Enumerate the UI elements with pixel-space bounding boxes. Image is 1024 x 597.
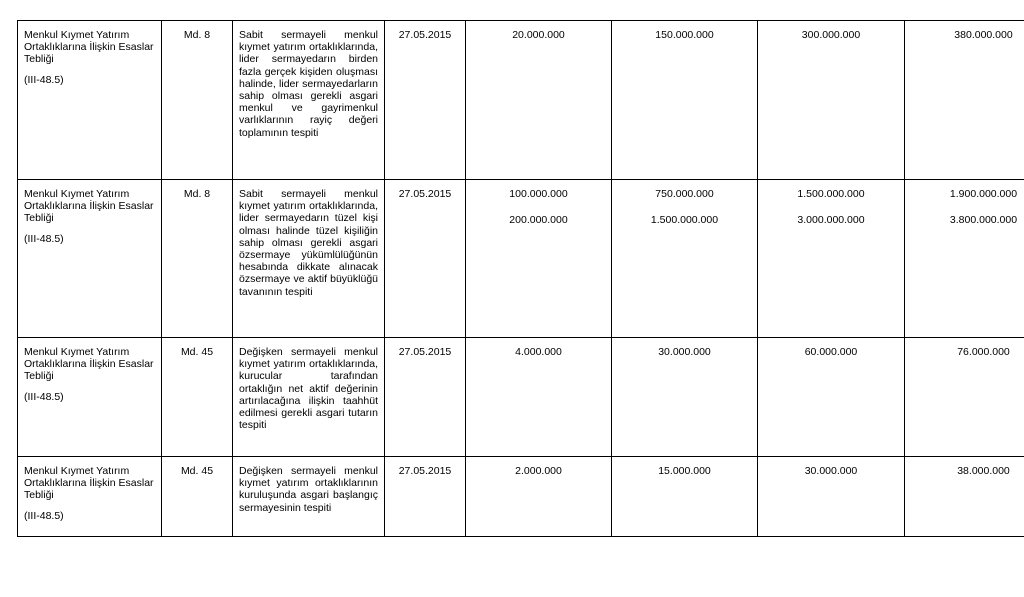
amount-value: 30.000.000: [804, 465, 858, 477]
amount-value: 20.000.000: [512, 29, 565, 41]
amount-cell: [758, 180, 905, 338]
amount-cell: [466, 338, 612, 457]
law-cell: [18, 457, 162, 537]
law-title: Menkul Kıymet Yatırım Ortaklıklarına İlişkin Esaslar Tebliği: [24, 188, 154, 225]
law-cell: [18, 21, 162, 180]
amount-value: 150.000.000: [655, 29, 714, 41]
law-cell: [18, 180, 162, 338]
article-cell: Md. 45: [162, 338, 233, 457]
amount-cell: [612, 457, 758, 537]
amount-cell: [612, 21, 758, 180]
law-code: (III-48.5): [24, 232, 64, 245]
article-cell: Md. 8: [162, 21, 233, 180]
amount-value: 1.500.000.000: [650, 214, 719, 227]
amount-value: 1.900.000.000: [949, 188, 1018, 200]
date-cell: 27.05.2015: [385, 21, 466, 180]
amount-cell: [466, 457, 612, 537]
amount-value: 3.800.000.000: [949, 214, 1018, 227]
table-body: [18, 21, 1024, 537]
law-code: (III-48.5): [24, 390, 64, 403]
amount-value: 4.000.000: [515, 346, 562, 358]
amount-cell: [466, 21, 612, 180]
description-cell: Değişken sermayeli menkul kıymet yatırım ortaklıklarında, kurucular tarafından ortaklığın net aktif değerinin artırılacağına ilişkin taahhüt edilmesi gerekli asgari tutarın tespiti: [233, 338, 385, 457]
amount-value: 380.000.000: [954, 29, 1013, 41]
description-cell: Sabit sermayeli menkul kıymet yatırım ortaklıklarında, lider sermayedarın birden fazla gerçek kişiden oluşması halinde, lider sermayedarların sahip olması gerekli asgari menkul ve gayrimenkul varlıklarının rayiç değeri toplamının tespiti: [233, 21, 385, 180]
amount-value: 15.000.000: [658, 465, 711, 477]
amount-value: 60.000.000: [804, 346, 858, 358]
law-cell: [18, 338, 162, 457]
amount-cell: [905, 21, 1024, 180]
amount-cell: [758, 338, 905, 457]
law-code: (III-48.5): [24, 73, 64, 86]
amount-cell: [905, 457, 1024, 537]
amount-value: 750.000.000: [655, 188, 714, 200]
amount-cell: [612, 180, 758, 338]
amount-cell: [905, 180, 1024, 338]
date-cell: 27.05.2015: [385, 338, 466, 457]
amount-value: 300.000.000: [801, 29, 861, 41]
table-row: [18, 21, 1024, 180]
amount-cell: [905, 338, 1024, 457]
amount-cell: [612, 338, 758, 457]
regulation-table: [17, 20, 1024, 537]
law-title: Menkul Kıymet Yatırım Ortaklıklarına İlişkin Esaslar Tebliği: [24, 29, 154, 66]
description-cell: Değişken sermayeli menkul kıymet yatırım ortaklıklarının kuruluşunda asgari başlangıç sermayesinin tespiti: [233, 457, 385, 537]
amount-value: 200.000.000: [509, 214, 568, 227]
amount-value: 2.000.000: [515, 465, 562, 477]
amount-value: 100.000.000: [509, 188, 568, 200]
amount-value: 30.000.000: [658, 346, 711, 358]
amount-value: 38.000.000: [957, 465, 1010, 477]
law-code: (III-48.5): [24, 509, 64, 522]
description-cell: Sabit sermayeli menkul kıymet yatırım ortaklıklarında, lider sermayedarın tüzel kişi olması halinde tüzel kişiliğin sahip olması gerekli asgari özsermaye yükümlülüğünün hesabında dikkate alınacak özsermaye ve aktif büyüklüğü tavanının tespiti: [233, 180, 385, 338]
amount-value: 76.000.000: [957, 346, 1010, 358]
law-title: Menkul Kıymet Yatırım Ortaklıklarına İlişkin Esaslar Tebliği: [24, 465, 154, 502]
amount-cell: [466, 180, 612, 338]
date-cell: 27.05.2015: [385, 180, 466, 338]
date-cell: 27.05.2015: [385, 457, 466, 537]
article-cell: Md. 45: [162, 457, 233, 537]
amount-cell: [758, 457, 905, 537]
amount-value: 1.500.000.000: [797, 188, 865, 200]
amount-cell: [758, 21, 905, 180]
table-row: [18, 338, 1024, 457]
table-row: [18, 180, 1024, 338]
table-row: [18, 457, 1024, 537]
law-title: Menkul Kıymet Yatırım Ortaklıklarına İlişkin Esaslar Tebliği: [24, 346, 154, 383]
amount-value: 3.000.000.000: [797, 214, 865, 227]
article-cell: Md. 8: [162, 180, 233, 338]
